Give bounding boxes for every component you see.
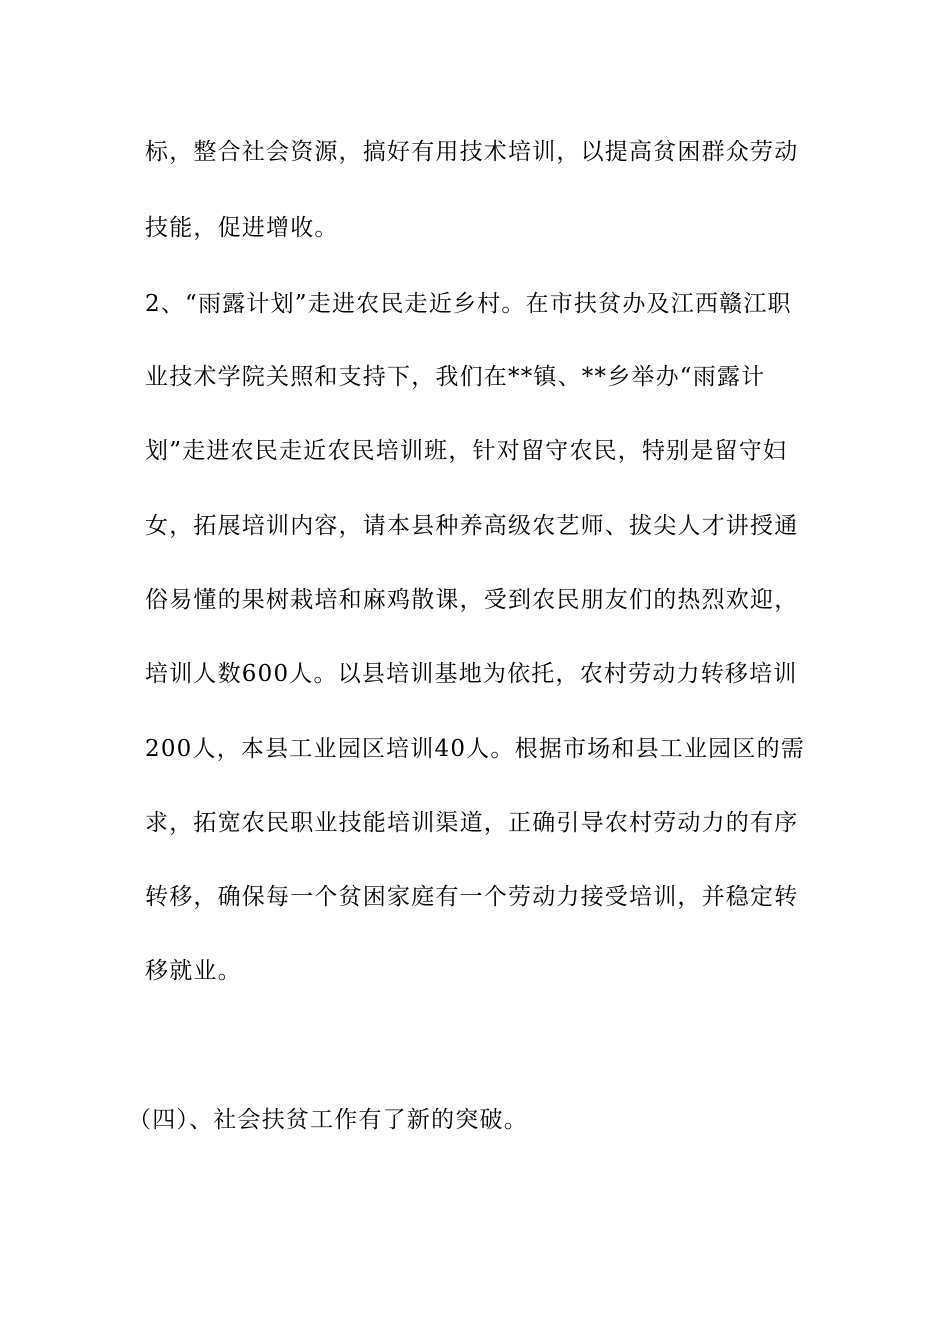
paragraph-line: 技能，促进增收。 bbox=[145, 215, 339, 241]
paragraph-line: 转移，确保每一个贫困家庭有一个劳动力接受培训，并稳定转 bbox=[145, 884, 799, 910]
paragraph-line: 女，拓展培训内容，请本县种养高级农艺师、拔尖人才讲授通 bbox=[145, 513, 799, 539]
paragraph-line: 培训人数600人。以县培训基地为依托，农村劳动力转移培训 bbox=[145, 661, 798, 687]
section-heading: （四）、社会扶贫工作有了新的突破。 bbox=[128, 1107, 528, 1133]
paragraph-line: 划”走进农民走近农民培训班，针对留守农民，特别是留守妇 bbox=[145, 438, 788, 464]
paragraph-line: 移就业。 bbox=[145, 958, 242, 984]
paragraph-line: 标，整合社会资源，搞好有用技术培训，以提高贫困群众劳动 bbox=[145, 139, 799, 165]
paragraph-line: 求，拓宽农民职业技能培训渠道，正确引导农村劳动力的有序 bbox=[145, 810, 799, 836]
paragraph-line: 业技术学院关照和支持下，我们在**镇、**乡举办“雨露计 bbox=[145, 364, 766, 390]
paragraph-line: 200人，本县工业园区培训40人。根据市场和县工业园区的需 bbox=[145, 736, 805, 762]
paragraph-line: 俗易懂的果树栽培和麻鸡散课，受到农民朋友们的热烈欢迎， bbox=[145, 587, 799, 613]
paragraph-line: 2、“雨露计划”走进农民走近乡村。在市扶贫办及江西赣江职 bbox=[145, 291, 792, 317]
